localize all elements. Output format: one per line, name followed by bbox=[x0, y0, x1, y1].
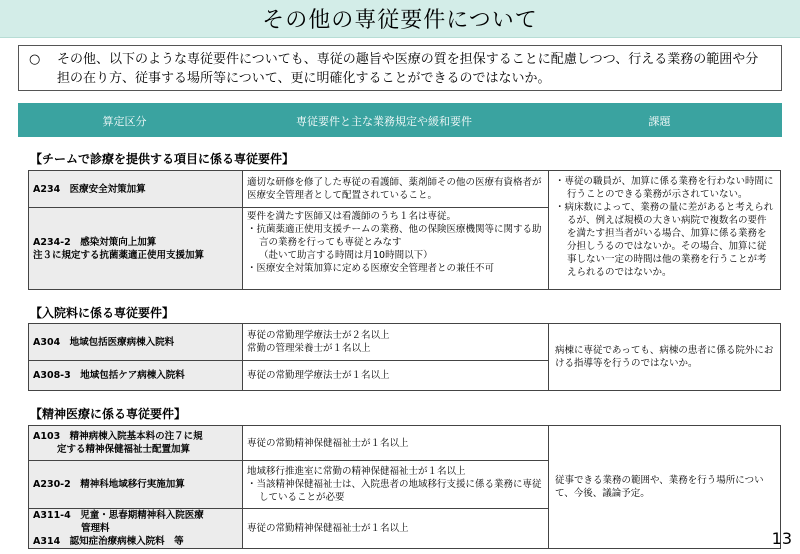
title-bar bbox=[0, 0, 800, 38]
row-code: A311-4 児童・思春期精神科入院医療 管理料 A314 認知症治療病棟入院料 等 bbox=[29, 509, 242, 548]
row-requirement: 要件を満たす医師又は看護師のうち１名は専従。 ・抗菌薬適正使用支援チームの業務、他の保険医療機関等に関する助言の業務を行っても専従とみなす （赴いて助言する時間は月10時間以下） ・医療安全対策加算に定める医療安全管理者との兼任不可 bbox=[242, 207, 548, 289]
column-header bbox=[18, 103, 782, 137]
section-issue: 従事できる業務の範囲や、業務を行う場所について、今後、議論予定。 bbox=[548, 426, 781, 548]
section-table-team bbox=[28, 170, 781, 290]
row-requirement: 専従の常勤精神保健福祉士が１名以上 bbox=[242, 508, 548, 548]
row-requirement: 専従の常勤理学療法士が１名以上 bbox=[242, 360, 548, 390]
table-row bbox=[29, 207, 242, 289]
table-row bbox=[29, 508, 242, 548]
intro-box bbox=[18, 45, 782, 91]
row-requirement: 専従の常勤精神保健福祉士が１名以上 bbox=[242, 426, 548, 460]
row-requirement: 適切な研修を修了した専従の看護師、薬剤師その他の医療有資格者が医療安全管理者として配置されていること。 bbox=[242, 171, 548, 207]
section-table-psychiatry bbox=[28, 425, 781, 549]
intro-text: その他、以下のような専従要件についても、専従の趣旨や医療の質を担保することに配慮しつつ、行える業務の範囲や分担の在り方、従事する場所等について、更に明確化することができるのではないか。 bbox=[57, 52, 759, 86]
bullet-icon: ○ bbox=[29, 52, 41, 67]
column-header-requirement: 専従要件と主な業務規定や緩和要件 bbox=[296, 115, 472, 128]
row-requirement: 専従の常勤理学療法士が２名以上 常勤の管理栄養士が１名以上 bbox=[242, 324, 548, 360]
section-table-admission bbox=[28, 323, 781, 391]
section-title-admission: 【入院料に係る専従要件】 bbox=[30, 306, 175, 320]
page-title: その他の専従要件について bbox=[262, 8, 538, 33]
page-number: 13 bbox=[771, 529, 792, 548]
row-requirement: 地域移行推進室に常勤の精神保健福祉士が１名以上 ・当該精神保健福祉士は、入院患者の地域移行支援に係る業務に専従していることが必要 bbox=[242, 460, 548, 508]
table-row bbox=[29, 426, 242, 460]
row-code: A230-2 精神科地域移行実施加算 bbox=[29, 461, 242, 508]
column-header-category: 算定区分 bbox=[102, 115, 147, 128]
row-code: A308-3 地域包括ケア病棟入院料 bbox=[29, 361, 242, 390]
table-row bbox=[29, 460, 242, 508]
table-row bbox=[29, 171, 242, 207]
section-issue: ・専従の職員が、加算に係る業務を行わない時間に行うことのできる業務が示されていない。 ・病床数によって、業務の量に差があると考えられるが、例えば規模の大きい病院で複数名の要件を満たす担当者がいる場合、加算に係る業務を分担しうるのではないか。その場合、加算に従事しない一定の時間は他の業務を行うことが考えられるのではないか。 bbox=[548, 171, 781, 289]
table-row bbox=[29, 324, 242, 360]
row-code: A304 地域包括医療病棟入院料 bbox=[29, 324, 242, 360]
section-title-team: 【チームで診療を提供する項目に係る専従要件】 bbox=[30, 152, 295, 166]
table-row bbox=[29, 360, 242, 390]
section-title-psychiatry: 【精神医療に係る専従要件】 bbox=[30, 407, 187, 421]
row-code: A234 医療安全対策加算 bbox=[29, 171, 242, 207]
column-header-issue: 課題 bbox=[648, 115, 671, 128]
section-issue: 病棟に専従であっても、病棟の患者に係る院外における指導等を行うのではないか。 bbox=[548, 324, 781, 390]
row-code: A234-2 感染対策向上加算 注３に規定する抗菌薬適正使用支援加算 bbox=[29, 208, 242, 289]
row-code: A103 精神病棟入院基本料の注７に規 定する精神保健福祉士配置加算 bbox=[29, 426, 242, 460]
